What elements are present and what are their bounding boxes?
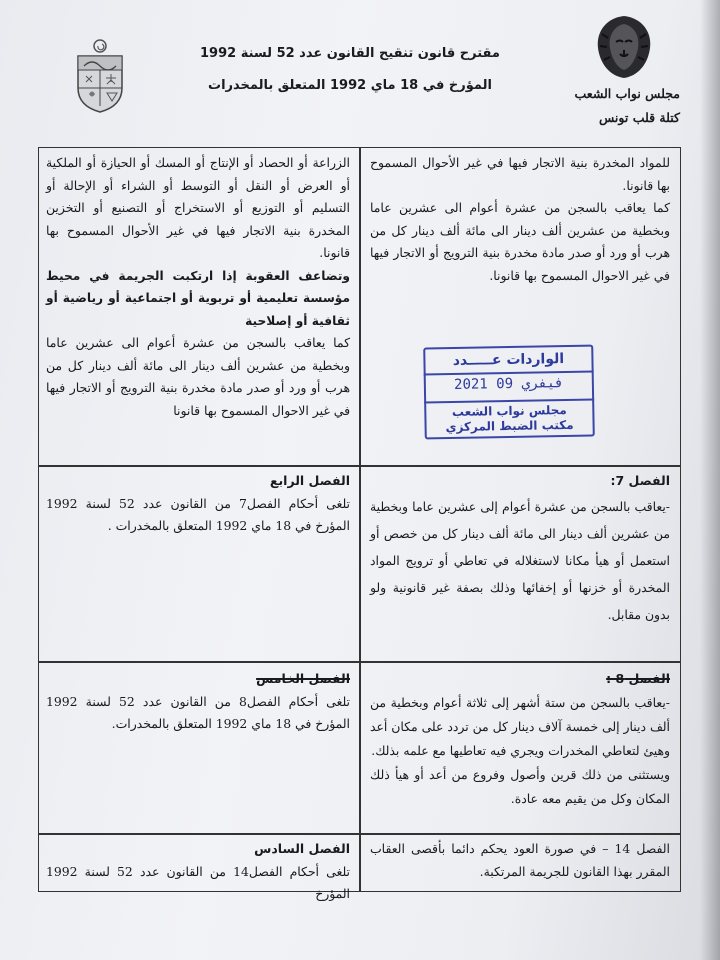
stamp-org [424,403,594,436]
table-cell-right [370,470,670,628]
registry-stamp [423,345,595,440]
article-heading: الفصل الخامس [256,671,350,686]
stamp-org-name: مجلس نواب الشعب [451,402,567,419]
table-row-divider [38,661,681,663]
table-cell-right [370,668,670,811]
article-heading: الفصل 7: [610,473,670,488]
cell-paragraph: للمواد المخدرة بنية الاتجار فيها في غير الأحوال المسموح بها قانونا. [370,155,670,193]
table-row-divider [38,465,681,467]
tunisia-emblem-icon [72,38,128,114]
cell-paragraph: تلغى أحكام الفصل7 من القانون عدد 52 لسنة 1992 المؤرخ في 18 ماي 1992 المتعلق بالمخدرات . [46,495,351,533]
cell-paragraph: -يعاقب بالسجن من عشرة أعوام إلى عشرين عاما وبخطية من عشرين ألف دينار الى مائة ألف دينار كل من خصص أو استعمل أو هيأ مكانا لاستغلاله في تعاطي أو ترويج المواد المخدرة أو خزنها أو إخفائها وذلك بصفة غير قانونية ولو بدون مقابل. [370,498,670,622]
lion-logo-icon [592,14,656,80]
cell-paragraph: تلغى أحكام الفصل8 من القانون عدد 52 لسنة 1992 المؤرخ في 18 ماي 1992 المتعلق بالمخدرات. [46,693,351,731]
cell-paragraph: كما يعاقب بالسجن من عشرة أعوام الى عشرين عاما وبخطية من عشرين ألف دينار الى مائة ألف دينار كل من هرب أو ورد أو صدر مادة مخدرة بنية الترويج أو الاتجار فيها في غير الاحوال المسموح بها قانونا [46,335,350,418]
table-cell-left [46,470,350,538]
proposal-subtitle: المؤرخ في 18 ماي 1992 المتعلق بالمخدرات [208,78,492,93]
stamp-label: الواردات عـــــدد [423,351,593,376]
table-cell-left [46,668,350,736]
cell-paragraph: تلغى أحكام الفصل14 من القانون عدد 52 لسنة 1992 المؤرخ [46,863,350,901]
cell-paragraph: -يعاقب بالسجن من ستة أشهر إلى ثلاثة أعوام وبخطية من ألف دينار إلى خمسة آلاف دينار كل من تردد على مكان أعد وهيئ لتعاطي المخدرات ويجري فيه تعاطيها مع علمه بذلك. [370,694,670,758]
bloc-name: كتلة قلب تونس [598,110,680,125]
article-heading: الفصل السادس [254,841,350,856]
table-cell-right [370,152,670,287]
table-cell-left [46,152,350,422]
cell-paragraph: الفصل 14 – في صورة العود يحكم دائما بأقصى العقاب المقرر بهذا القانون للجريمة المرتكبة. [370,841,670,879]
table-row-divider [38,833,681,835]
org-name: مجلس نواب الشعب [574,86,680,101]
cell-paragraph: كما يعاقب بالسجن من عشرة أعوام الى عشرين عاما وبخطية من عشرين ألف دينار الى مائة ألف دينار كل من هرب أو ورد أو صدر مادة مخدرة بنية الترويج أو الاتجار فيها في غير الاحوال المسموح بها قانونا. [370,200,670,283]
page-edge-shadow [700,0,720,960]
stamp-date: 2021 فيفري 09 [424,375,594,404]
table-column-divider [359,147,361,892]
article-heading: الفصل 8 : [606,671,670,686]
cell-paragraph: ويستثنى من ذلك قرين وأصول وفروع من أعد أو هيأ ذلك المكان وكل من يقيم معه عادة. [370,766,670,806]
table-cell-left [46,838,350,906]
proposal-title: مقترح قانون تنقيح القانون عدد 52 لسنة 1992 [200,46,500,61]
stamp-office: مكتب الضبط المركزي [445,417,574,435]
cell-bold-paragraph: وتضاعف العقوبة إذا ارتكبت الجريمة في محيط مؤسسة تعليمية أو تربوية أو اجتماعية أو رياضية أو ثقافية أو إصلاحية [46,268,350,328]
cell-paragraph: الزراعة أو الحصاد أو الإنتاج أو المسك أو الحيازة أو الملكية أو العرض أو النقل أو التوسط أو الشراء أو الإحالة أو التسليم أو التوزيع أو الاستخراج أو التصنيع أو التخزين المخدرة بنية الاتجار فيها في غير الأحوال المسموح بها قانونا. [46,155,350,260]
table-cell-right [370,838,670,883]
article-heading: الفصل الرابع [269,473,350,488]
